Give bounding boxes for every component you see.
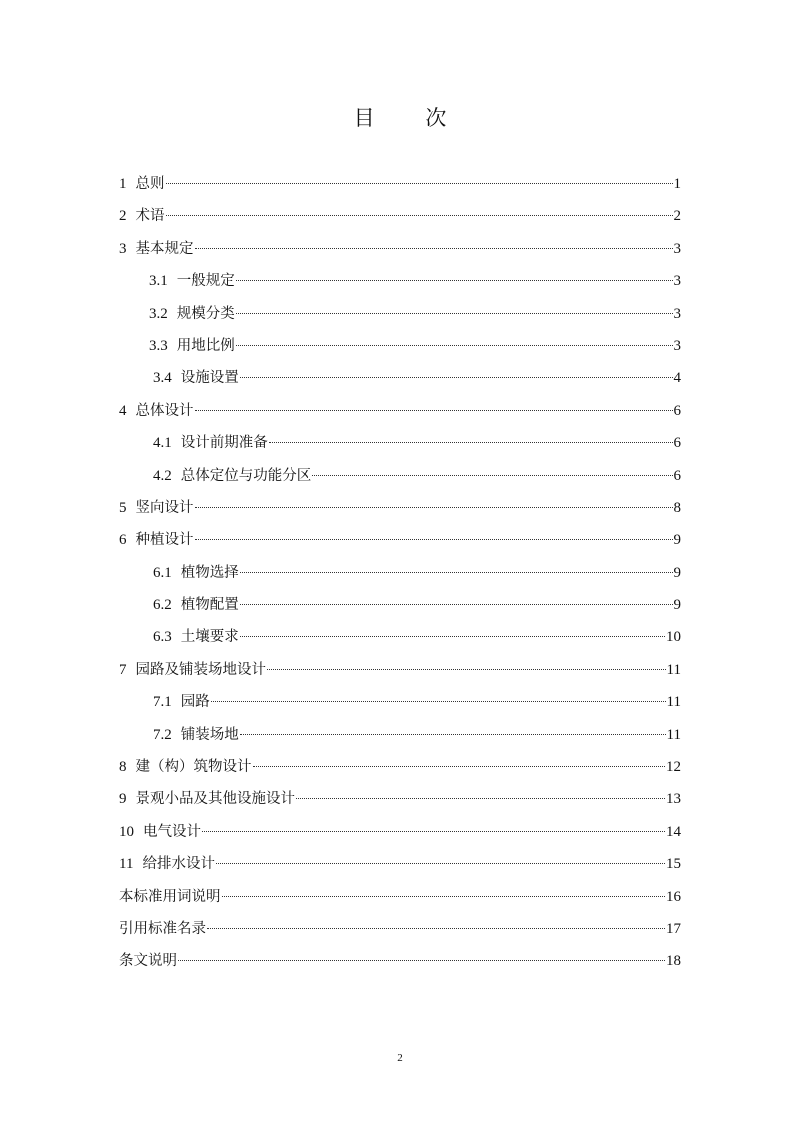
toc-entry-number: 6	[119, 532, 127, 549]
toc-entry-page: 1	[673, 176, 681, 192]
toc-entry-text: 基本规定	[135, 240, 194, 257]
dot-leader	[166, 183, 673, 184]
toc-entry-11[interactable]	[119, 851, 681, 883]
toc-entry-text: 总体定位与功能分区	[180, 467, 312, 484]
toc-entry-text: 设计前期准备	[180, 435, 268, 452]
toc-entry-1[interactable]	[119, 171, 681, 203]
toc-entry-page: 3	[673, 337, 681, 354]
toc-entry-page: 6	[673, 402, 681, 419]
toc-entry-number: 11	[119, 856, 134, 873]
toc-entry-3-2[interactable]	[119, 301, 681, 333]
toc-entry-referenced-standards[interactable]	[119, 916, 681, 948]
toc-entry-page: 4	[673, 370, 681, 387]
toc-entry-clause-explanation[interactable]	[119, 948, 681, 980]
toc-entry-number: 3.3	[149, 337, 168, 354]
toc-entry-number: 2	[119, 208, 127, 225]
toc-entry-text: 土壤要求	[180, 629, 239, 646]
toc-entry-page: 18	[666, 953, 681, 970]
dot-leader	[211, 701, 666, 702]
dot-leader	[312, 475, 672, 476]
toc-entry-text: 规模分类	[176, 305, 235, 322]
toc-entry-5[interactable]	[119, 495, 681, 527]
dot-leader	[178, 960, 665, 961]
toc-entry-text: 给排水设计	[142, 856, 215, 873]
toc-list	[119, 171, 681, 981]
toc-entry-text: 术语	[135, 208, 165, 225]
toc-entry-3-1[interactable]	[119, 268, 681, 300]
toc-entry-3[interactable]	[119, 236, 681, 268]
toc-entry-number: 4	[119, 402, 127, 419]
toc-entry-number: 4.1	[153, 435, 172, 452]
toc-entry-text: 电气设计	[143, 823, 201, 840]
toc-entry-text: 用地比例	[176, 337, 235, 354]
toc-entry-number: 7.2	[153, 726, 172, 743]
toc-entry-page: 2	[673, 208, 681, 225]
dot-leader	[207, 928, 665, 929]
toc-entry-number: 3.4	[153, 370, 172, 387]
toc-entry-text: 总体设计	[135, 402, 194, 419]
dot-leader	[240, 377, 673, 378]
page-number: 2	[397, 1052, 403, 1064]
toc-entry-page: 11	[666, 726, 681, 743]
toc-entry-text: 建（构）筑物设计	[135, 759, 252, 776]
toc-entry-page: 6	[673, 467, 681, 484]
toc-entry-page: 17	[666, 920, 681, 937]
dot-leader	[195, 410, 673, 411]
toc-entry-3-3[interactable]	[119, 333, 681, 365]
toc-entry-page: 11	[666, 694, 681, 711]
dot-leader	[240, 734, 666, 735]
toc-entry-6-1[interactable]	[119, 560, 681, 592]
toc-entry-7-2[interactable]	[119, 722, 681, 754]
dot-leader	[240, 604, 673, 605]
toc-entry-page: 6	[673, 435, 681, 452]
toc-entry-text: 条文说明	[119, 953, 177, 970]
toc-entry-page: 8	[673, 499, 681, 516]
dot-leader	[216, 863, 665, 864]
toc-entry-page: 9	[673, 532, 681, 549]
toc-entry-number: 10	[119, 823, 134, 840]
dot-leader	[240, 572, 673, 573]
toc-entry-3-4[interactable]	[119, 365, 681, 397]
toc-entry-page: 3	[673, 273, 681, 290]
toc-entry-number: 9	[119, 791, 127, 808]
toc-entry-text: 园路	[180, 694, 210, 711]
dot-leader	[269, 442, 673, 443]
toc-entry-number: 1	[119, 176, 127, 192]
toc-entry-text: 本标准用词说明	[119, 888, 221, 905]
toc-entry-page: 3	[673, 240, 681, 257]
dot-leader	[296, 798, 665, 799]
dot-leader	[240, 636, 665, 637]
toc-entry-page: 16	[666, 888, 681, 905]
dot-leader	[267, 669, 666, 670]
toc-entry-7-1[interactable]	[119, 689, 681, 721]
toc-entry-6[interactable]	[119, 527, 681, 559]
toc-entry-number: 4.2	[153, 467, 172, 484]
toc-entry-number: 3	[119, 240, 127, 257]
toc-entry-page: 12	[666, 759, 681, 776]
toc-entry-number: 3.2	[149, 305, 168, 322]
toc-entry-number: 6.3	[153, 629, 172, 646]
toc-entry-number: 6.2	[153, 597, 172, 614]
toc-entry-number: 7	[119, 661, 127, 678]
toc-title: 目 次	[353, 106, 469, 130]
toc-entry-number: 7.1	[153, 694, 172, 711]
toc-entry-page: 15	[666, 856, 681, 873]
toc-entry-number: 3.1	[149, 273, 168, 290]
toc-entry-9[interactable]	[119, 786, 681, 818]
toc-entry-usage-notes[interactable]	[119, 884, 681, 916]
toc-entry-2[interactable]	[119, 203, 681, 235]
toc-entry-page: 11	[666, 661, 681, 678]
toc-entry-7[interactable]	[119, 657, 681, 689]
toc-entry-page: 10	[666, 629, 681, 646]
toc-entry-page: 3	[673, 305, 681, 322]
toc-entry-number: 8	[119, 759, 127, 776]
toc-entry-text: 园路及铺装场地设计	[135, 661, 266, 678]
toc-entry-number: 5	[119, 499, 127, 516]
toc-entry-text: 铺装场地	[180, 726, 239, 743]
dot-leader	[166, 215, 673, 216]
toc-entry-4[interactable]	[119, 398, 681, 430]
toc-entry-page: 9	[673, 564, 681, 581]
toc-entry-6-2[interactable]	[119, 592, 681, 624]
dot-leader	[195, 248, 673, 249]
dot-leader	[195, 539, 673, 540]
toc-entry-text: 总则	[135, 176, 165, 192]
dot-leader	[202, 831, 665, 832]
toc-entry-number: 6.1	[153, 564, 172, 581]
toc-entry-text: 引用标准名录	[119, 920, 206, 937]
toc-entry-text: 景观小品及其他设施设计	[135, 791, 295, 808]
toc-entry-text: 竖向设计	[135, 499, 194, 516]
toc-entry-text: 一般规定	[176, 273, 235, 290]
toc-entry-6-3[interactable]	[119, 624, 681, 656]
toc-entry-text: 种植设计	[135, 532, 194, 549]
dot-leader	[236, 345, 673, 346]
toc-entry-text: 设施设置	[180, 370, 239, 387]
toc-entry-4-2[interactable]	[119, 463, 681, 495]
toc-entry-text: 植物选择	[180, 564, 239, 581]
toc-entry-8[interactable]	[119, 754, 681, 786]
dot-leader	[236, 280, 673, 281]
dot-leader	[236, 313, 673, 314]
toc-entry-page: 13	[666, 791, 681, 808]
toc-entry-10[interactable]	[119, 819, 681, 851]
dot-leader	[253, 766, 666, 767]
dot-leader	[222, 896, 666, 897]
toc-entry-text: 植物配置	[180, 597, 239, 614]
toc-entry-4-1[interactable]	[119, 430, 681, 462]
toc-entry-page: 14	[666, 823, 681, 840]
dot-leader	[195, 507, 673, 508]
toc-entry-page: 9	[673, 597, 681, 614]
